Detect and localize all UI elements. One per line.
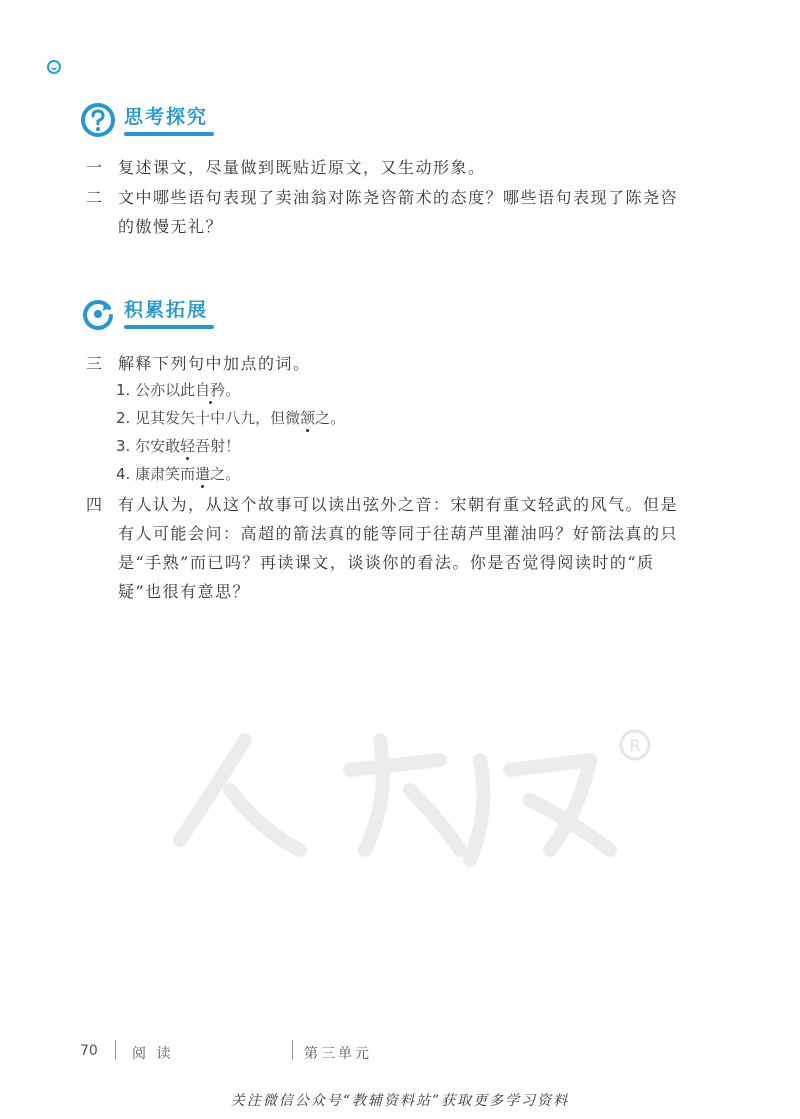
footer-divider xyxy=(292,1040,293,1060)
question-mark-icon xyxy=(80,102,116,138)
list-item xyxy=(116,463,240,485)
question-number: 三 xyxy=(86,354,103,373)
svg-text:R: R xyxy=(629,736,641,755)
smiley-icon xyxy=(47,60,61,74)
section-header-accumulate xyxy=(80,293,280,337)
dotted-word: 颔 xyxy=(300,409,316,427)
section-underline xyxy=(124,325,214,329)
page-number: 70 xyxy=(80,1043,98,1059)
question-number: 四 xyxy=(86,495,103,514)
section-header-think xyxy=(80,100,280,144)
refresh-arrow-icon xyxy=(80,295,116,331)
dotted-word: 轻 xyxy=(180,437,196,455)
list-item xyxy=(116,379,240,401)
footer-unit-label: 第三单元 xyxy=(304,1046,372,1062)
item-text-post: 。 xyxy=(225,381,241,399)
question-number: 二 xyxy=(86,188,103,207)
item-text-post: 之。 xyxy=(210,465,241,483)
question-text: 复述课文，尽量做到既贴近原文，又生动形象。 xyxy=(118,158,486,177)
item-text-post: 之。 xyxy=(315,409,346,427)
item-text-pre: 1. 公亦以此 xyxy=(116,381,196,399)
section-title-think: 思考探究 xyxy=(124,106,209,128)
question-text: 有人认为，从这个故事可以读出弦外之音：宋朝有重文轻武的风气。但是有人可能会问：高超的箭法真的能等同于往葫芦里灌油吗？好箭法真的只是“手熟”而已吗？再读课文，谈谈你的看法。你是否觉得阅读时的“质疑”也很有意思？ xyxy=(118,495,679,601)
footer-section-label: 阅 读 xyxy=(132,1046,174,1062)
question-number: 一 xyxy=(86,158,103,177)
publisher-watermark-logo xyxy=(150,700,670,880)
question-text: 文中哪些语句表现了卖油翁对陈尧咨箭术的态度？哪些语句表现了陈尧咨的傲慢无礼？ xyxy=(118,188,679,236)
section-underline xyxy=(124,132,214,136)
list-item xyxy=(116,435,240,457)
footer-note: 关注微信公众号“教辅资料站”获取更多学习资料 xyxy=(230,1093,570,1109)
item-text-pre: 4. 康肃笑而 xyxy=(116,465,196,483)
item-text-pre: 3. 尔安敢 xyxy=(116,437,181,455)
item-text-post: 吾射！ xyxy=(195,437,241,455)
footer-divider xyxy=(115,1040,116,1060)
item-text-pre: 2. 见其发矢十中八九，但微 xyxy=(116,409,301,427)
section-title-accumulate: 积累拓展 xyxy=(124,299,209,321)
list-item xyxy=(116,407,345,429)
question-text: 解释下列句中加点的词。 xyxy=(118,354,311,373)
dotted-word: 自矜 xyxy=(195,381,226,399)
dotted-word: 遣 xyxy=(195,465,211,483)
